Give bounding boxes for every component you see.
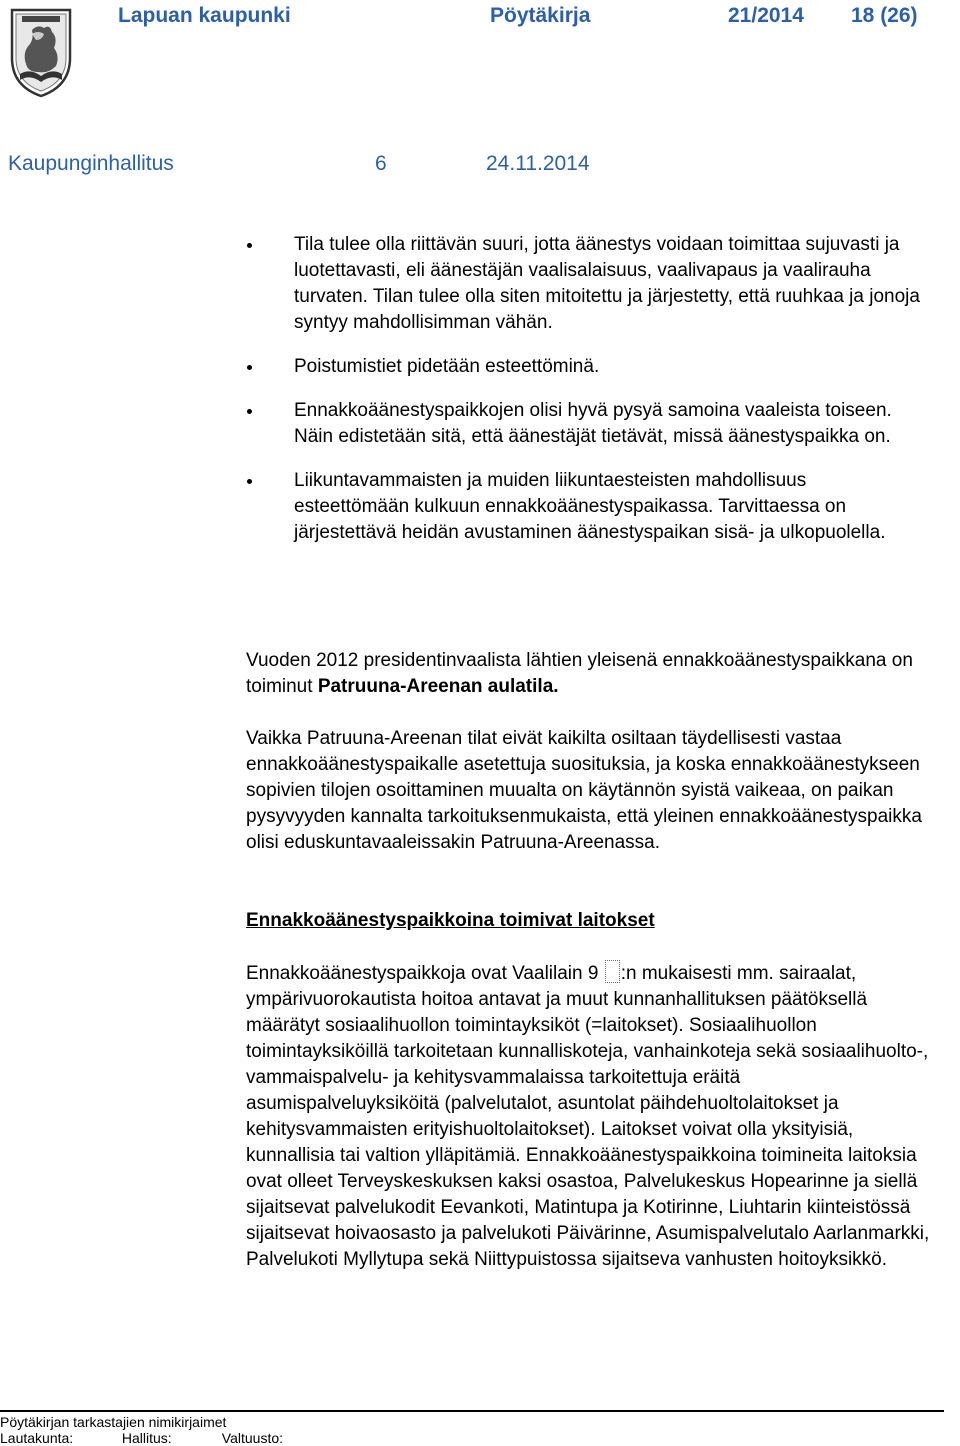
footer xyxy=(0,1410,944,1446)
paragraph-institutions: Ennakkoäänestyspaikkoja ovat Vaalilain 9 :n mukaisesti mm. sairaalat, ympärivuorokautista hoitoa antavat ja muut kunnanhallituksen päätöksellä määrätyt sosiaalihuollon toimintayksiköt (=laitokset). Sosiaalihuollon toimintayksiköillä tarkoitetaan kunnalliskoteja, vanhainkoteja sekä sosiaalihuolto-, vammaispalvelu- ja kehitysvammalaissa tarkoitettuja eräitä asumispalveluyksiköitä (palvelutalot, asuntolat päihdehuoltolaitokset ja kehitysvammaisten erityishuoltolaitokset). Laitokset voivat olla yksityisiä, kunnallisia tai valtion ylläpitämiä. Ennakkoäänestyspaikkoina toimineita laitoksia ovat olleet Terveyskeskuksen kaksi osastoa, Palvelukeskus Hopearinne ja siellä sijaitsevat palvelukodit Eevankoti, Matintupa ja Kotirinne, Liuhtarin kiinteistössä sijaitsevat hoivaosasto ja palvelukoti Päivärinne, Asumispalvelutalo Aarlanmarkki, Palvelukoti Myllytupa sekä Niittypuistossa sijaitseva vanhusten hoitoyksikkö. xyxy=(246,960,936,1273)
document-type: Pöytäkirja xyxy=(490,4,591,27)
paragraph-advance-voting-place: Vuoden 2012 presidentinvaalista lähtien yleisenä ennakkoäänestyspaikkana on toiminut Patruuna-Areenan aulatila. xyxy=(246,650,913,697)
body-name: Kaupunginhallitus xyxy=(8,152,174,175)
requirements-list xyxy=(244,232,924,564)
bullet-icon xyxy=(247,479,252,484)
list-item: Tila tulee olla riittävän suuri, jotta äänestys voidaan toimittaa sujuvasti ja luotettavasti, eli äänestäjän vaalisalaisuus, vaalivapaus ja vaalirauha turvaten. Tilan tulee olla siten mitoitettu ja järjestetty, että ruuhkaa ja jonoja syntyy mahdollisimman vähän. xyxy=(244,232,924,336)
paragraph-patruuna-areena: Vaikka Patruuna-Areenan tilat eivät kaikilta osiltaan täydellisesti vastaa ennakkoäänestyspaikalle asetettuja suosituksia, ja koska ennakkoäänestykseen sopivien tilojen osoittaminen muualta on käytännön syistä vaikeaa, on paikan pysyvyyden kannalta tarkoituksenmukaista, että yleinen ennakkoäänestyspaikka olisi eduskuntavaaleissakin Patruuna-Areenassa. xyxy=(246,728,922,853)
bullet-icon xyxy=(247,409,252,414)
meeting-date: 24.11.2014 xyxy=(486,152,590,175)
list-item: Liikuntavammaisten ja muiden liikuntaesteisten mahdollisuus esteettömään kulkuun ennakkoäänestyspaikassa. Tarvittaessa on järjestettävä heidän avustaminen äänestyspaikan sisä- ja ulkopuolella. xyxy=(244,468,924,546)
bullet-icon xyxy=(247,365,252,370)
list-item: Poistumistiet pidetään esteettöminä. xyxy=(244,354,924,380)
bullet-icon xyxy=(247,243,252,248)
section-symbol-placeholder xyxy=(605,960,620,983)
voting-place-name: Patruuna-Areenan aulatila. xyxy=(317,676,559,697)
meeting-info xyxy=(0,151,960,177)
footer-title: Pöytäkirjan tarkastajien nimikirjaimet xyxy=(0,1414,227,1430)
page-number: 18 (26) xyxy=(851,4,918,27)
footer-initials-row: Lautakunta: Hallitus: Valtuusto: xyxy=(0,1430,284,1446)
document-number: 21/2014 xyxy=(728,4,804,27)
org-name: Lapuan kaupunki xyxy=(118,4,291,27)
document-header xyxy=(0,3,960,33)
section-number: 6 xyxy=(375,152,387,175)
section-heading: Ennakkoäänestyspaikkoina toimivat laitokset xyxy=(246,910,655,931)
list-item: Ennakkoäänestyspaikkojen olisi hyvä pysyä samoina vaaleista toiseen. Näin edistetään sitä, että äänestäjät tietävät, missä äänestyspaikka on. xyxy=(244,398,924,450)
